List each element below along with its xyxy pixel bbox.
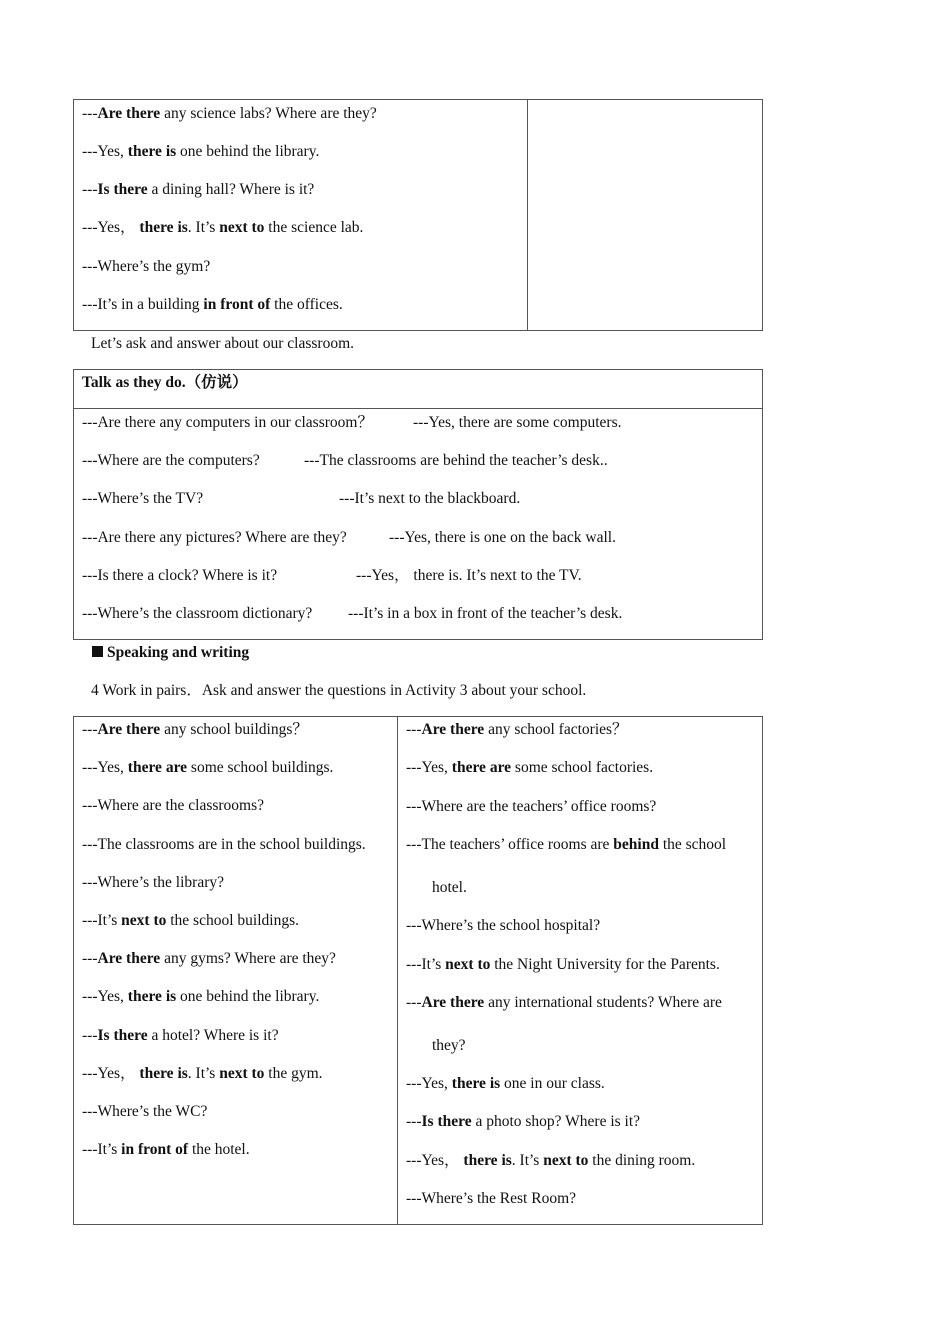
text-segment: some school buildings.	[187, 759, 334, 777]
text-segment: ---It’s	[82, 1141, 122, 1159]
dialogue-line	[406, 720, 628, 740]
table-1-divider	[527, 99, 528, 331]
dialogue-line	[432, 878, 467, 898]
table-3-divider	[397, 716, 398, 1225]
dialogue-line	[82, 1026, 279, 1046]
dialogue-line	[82, 257, 210, 277]
text-segment: ---Where’s the school hospital?	[406, 917, 601, 934]
text-segment: any school buildings？	[160, 721, 308, 738]
answer-line: ---Yes, there is one on the back wall.	[389, 529, 616, 546]
text-segment: ---	[82, 721, 98, 738]
dialogue-line	[82, 758, 333, 778]
text-segment: the offices.	[270, 296, 343, 313]
text-segment: ---Yes,	[406, 759, 452, 776]
dialogue-line	[406, 835, 726, 855]
bold-phrase: there is	[127, 988, 177, 1006]
dialogue-line	[82, 218, 363, 238]
text-segment: ---The classrooms are in the school buildings.	[82, 835, 366, 853]
bold-phrase: next to	[219, 1064, 265, 1082]
question-line: ---Where are the computers?	[82, 452, 260, 469]
dialogue-line	[406, 1189, 576, 1209]
question-line: ---Are there any pictures? Where are they?	[82, 529, 347, 546]
text-segment: any school factories？	[484, 721, 628, 738]
bold-phrase: next to	[219, 219, 265, 236]
text-segment: ---It’s in a building	[82, 296, 204, 313]
text-segment: one behind the library.	[176, 143, 320, 160]
text-segment: ---Yes，	[406, 1152, 464, 1169]
bold-phrase: there is	[139, 219, 188, 236]
dialogue-line	[406, 1151, 695, 1171]
text-segment: any gyms? Where are they?	[160, 950, 336, 968]
dialogue-line	[82, 295, 343, 315]
text-segment: ---Where are the classrooms?	[82, 797, 265, 815]
bold-phrase: next to	[543, 1152, 589, 1169]
dialogue-line	[82, 104, 377, 124]
dialogue-line	[82, 987, 319, 1007]
dialogue-line	[406, 758, 653, 778]
question-line: ---Where’s the TV?	[82, 490, 204, 507]
text-segment: the Night University for the Parents.	[490, 956, 720, 973]
dialogue-line	[82, 720, 308, 740]
bold-phrase: next to	[445, 956, 491, 973]
text-segment: a dining hall? Where is it?	[147, 181, 315, 198]
bold-phrase: in front of	[121, 1141, 189, 1159]
bold-phrase: Are there	[97, 721, 161, 738]
bold-phrase: there is	[139, 1064, 188, 1082]
dialogue-line	[82, 835, 366, 855]
answer-line: ---Yes, there are some computers.	[413, 414, 622, 431]
dialogue-line	[82, 949, 336, 969]
text-segment: one behind the library.	[176, 988, 320, 1006]
text-segment: . It’s	[511, 1152, 544, 1169]
bold-phrase: Is there	[97, 181, 148, 198]
text-segment: ---Yes,	[82, 143, 128, 160]
text-segment: ---It’s	[82, 912, 122, 929]
dialogue-line	[82, 1140, 250, 1160]
bold-phrase: Are there	[421, 721, 485, 738]
dialogue-line	[82, 911, 299, 931]
answer-line: ---It’s next to the blackboard.	[339, 490, 521, 507]
section-heading-text: Speaking and writing	[107, 644, 250, 661]
dialogue-line	[406, 1112, 640, 1132]
bold-phrase: Is there	[421, 1113, 472, 1130]
text-segment: . It’s	[187, 1064, 220, 1082]
classroom-intro: Let’s ask and answer about our classroom.	[91, 335, 355, 352]
text-segment: ---Yes,	[406, 1075, 452, 1092]
text-segment: ---Yes,	[82, 988, 128, 1006]
dialogue-line	[406, 916, 600, 936]
dialogue-line	[82, 1102, 207, 1122]
text-segment: ---	[82, 105, 98, 122]
text-segment: the science lab.	[264, 219, 364, 236]
text-segment: ---Yes，	[82, 1064, 140, 1082]
text-segment: any international students? Where are	[484, 994, 722, 1011]
text-segment: a hotel? Where is it?	[147, 1026, 279, 1044]
text-segment: ---Yes，	[82, 219, 140, 236]
text-segment: ---	[406, 721, 422, 738]
bold-phrase: there is	[451, 1075, 501, 1092]
dialogue-line	[82, 873, 224, 893]
answer-line: ---It’s in a box in front of the teacher’s desk.	[348, 605, 623, 622]
text-segment: ---The teachers’ office rooms are	[406, 836, 614, 853]
dialogue-line	[82, 796, 264, 816]
text-segment: the school buildings.	[166, 912, 299, 929]
text-segment: ---	[82, 1026, 98, 1044]
section-heading	[92, 643, 249, 663]
text-segment: some school factories.	[511, 759, 654, 776]
table-2-header: Talk as they do.（仿说）	[82, 374, 248, 391]
text-segment: ---	[406, 1113, 422, 1130]
bold-phrase: there are	[127, 759, 188, 777]
text-segment: ---Where’s the Rest Room?	[406, 1190, 577, 1207]
text-segment: a photo shop? Where is it?	[471, 1113, 641, 1130]
bold-phrase: there are	[451, 759, 512, 776]
text-segment: ---Where’s the gym?	[82, 258, 211, 275]
text-segment: one in our class.	[500, 1075, 605, 1092]
answer-line: ---The classrooms are behind the teacher’s desk..	[304, 452, 608, 469]
dialogue-line	[406, 797, 656, 817]
text-segment: ---Where’s the library?	[82, 873, 225, 891]
text-segment: they?	[432, 1037, 466, 1054]
dialogue-line	[82, 180, 314, 200]
text-segment: ---Where are the teachers’ office rooms?	[406, 798, 657, 815]
text-segment: ---	[82, 950, 98, 968]
text-segment: ---Yes,	[82, 759, 128, 777]
dialogue-line	[432, 1036, 466, 1056]
square-bullet-icon	[92, 646, 103, 657]
answer-line: ---Yes， there is. It’s next to the TV.	[356, 567, 582, 584]
bold-phrase: there is	[127, 143, 177, 160]
text-segment: hotel.	[432, 879, 467, 896]
text-segment: the hotel.	[188, 1141, 250, 1159]
bold-phrase: Are there	[97, 105, 161, 122]
text-segment: ---	[82, 181, 98, 198]
bold-phrase: Are there	[97, 950, 161, 968]
text-segment: ---It’s	[406, 956, 446, 973]
table-2-header-divider	[73, 408, 763, 409]
text-segment: the dining room.	[588, 1152, 696, 1169]
question-line: ---Where’s the classroom dictionary?	[82, 605, 313, 622]
text-segment: the school	[658, 836, 727, 853]
text-segment: ---	[406, 994, 422, 1011]
bold-phrase: next to	[121, 912, 167, 929]
dialogue-line	[406, 1074, 605, 1094]
text-segment: . It’s	[187, 219, 220, 236]
question-line: ---Are there any computers in our classroom？	[82, 414, 373, 431]
activity-4-instruction: 4 Work in pairs．Ask and answer the questions in Activity 3 about your school.	[91, 682, 587, 699]
bold-phrase: there is	[463, 1152, 512, 1169]
bold-phrase: Is there	[97, 1026, 148, 1044]
bold-phrase: in front of	[203, 296, 271, 313]
text-segment: any science labs? Where are they?	[160, 105, 377, 122]
dialogue-line	[406, 993, 722, 1013]
dialogue-line	[406, 955, 720, 975]
bold-phrase: behind	[613, 836, 659, 853]
dialogue-line	[82, 1064, 323, 1084]
text-segment: the gym.	[264, 1064, 323, 1082]
dialogue-line	[82, 142, 319, 162]
text-segment: ---Where’s the WC?	[82, 1103, 208, 1120]
question-line: ---Is there a clock? Where is it?	[82, 567, 278, 584]
bold-phrase: Are there	[421, 994, 485, 1011]
